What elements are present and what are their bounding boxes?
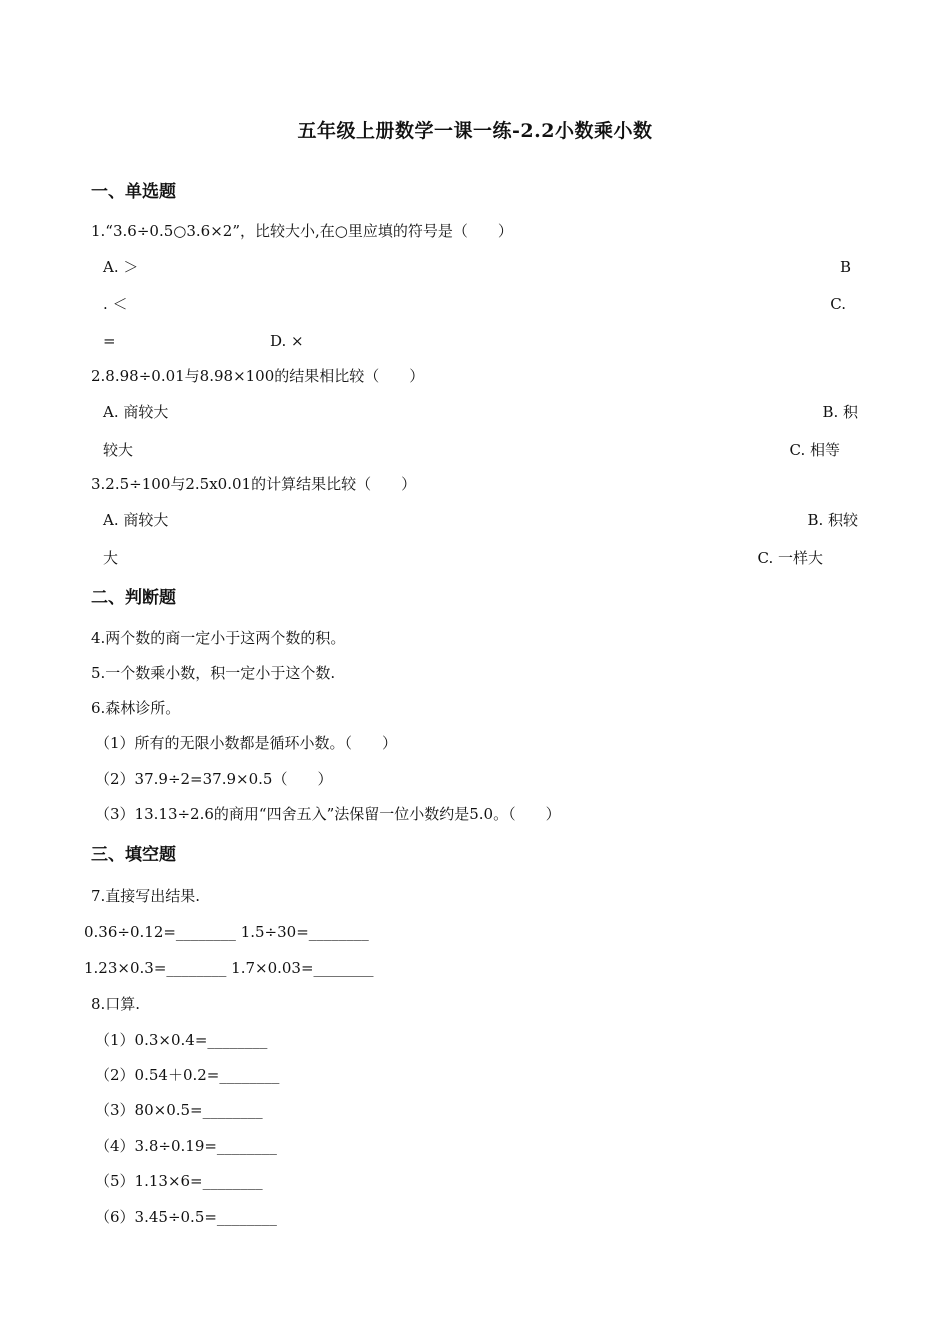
question-2-option-b-head[interactable]: B. 积: [822, 403, 858, 421]
question-8-stem: 8.口算.: [91, 995, 141, 1013]
question-3-option-a[interactable]: A. 商较大: [103, 511, 169, 529]
question-3-option-b-head[interactable]: B. 积较: [807, 511, 858, 529]
section-heading-fill-blank: 三、填空题: [91, 845, 176, 865]
page-title: 五年级上册数学一课一练-2.2小数乘小数: [297, 120, 653, 142]
question-8-item: （6）3.45÷0.5=________: [95, 1208, 277, 1226]
question-1-option-c-tail[interactable]: =: [103, 332, 116, 350]
question-3-option-b-tail[interactable]: 大: [103, 549, 119, 567]
question-7-row-1: 0.36÷0.12=________ 1.5÷30=________: [84, 923, 369, 941]
section-heading-true-false: 二、判断题: [91, 588, 176, 608]
question-8-item: （4）3.8÷0.19=________: [95, 1137, 277, 1155]
question-2-option-b-tail[interactable]: 较大: [103, 441, 134, 459]
question-6-part-1: （1）所有的无限小数都是循环小数。（ ）: [95, 734, 398, 752]
question-8-item: （3）80×0.5=________: [95, 1101, 263, 1119]
question-2-option-a[interactable]: A. 商较大: [103, 403, 169, 421]
question-8-item: （5）1.13×6=________: [95, 1172, 263, 1190]
question-6-part-2: （2）37.9÷2=37.9×0.5（ ）: [95, 770, 333, 788]
question-8-item: （1）0.3×0.4=________: [95, 1031, 268, 1049]
section-heading-single-choice: 一、单选题: [91, 182, 176, 202]
question-7-row-2: 1.23×0.3=________ 1.7×0.03=________: [84, 959, 374, 977]
question-7-stem: 7.直接写出结果.: [91, 887, 201, 905]
question-6-part-3: （3）13.13÷2.6的商用“四舍五入”法保留一位小数约是5.0。（ ）: [95, 805, 561, 823]
question-5: 5.一个数乘小数，积一定小于这个数.: [91, 664, 336, 682]
question-2-stem: 2.8.98÷0.01与8.98×100的结果相比较（ ）: [91, 367, 425, 385]
question-8-item: （2）0.54＋0.2=________: [95, 1066, 280, 1084]
question-1-option-d[interactable]: D. ×: [270, 332, 304, 350]
question-1-option-a[interactable]: A. ＞: [103, 258, 139, 276]
question-2-option-c[interactable]: C. 相等: [789, 441, 840, 459]
question-4: 4.两个数的商一定小于这两个数的积。: [91, 629, 346, 647]
question-1-option-c-head[interactable]: C.: [830, 295, 846, 313]
question-3-option-c[interactable]: C. 一样大: [757, 549, 823, 567]
question-1-stem: 1.“3.6÷0.5○3.6×2”，比较大小,在○里应填的符号是（ ）: [91, 222, 513, 240]
question-6-stem: 6.森林诊所。: [91, 699, 181, 717]
question-1-option-b-tail[interactable]: . ＜: [103, 295, 128, 313]
question-1-option-b-head[interactable]: B: [839, 258, 851, 276]
question-3-stem: 3.2.5÷100与2.5x0.01的计算结果比较（ ）: [91, 475, 417, 493]
